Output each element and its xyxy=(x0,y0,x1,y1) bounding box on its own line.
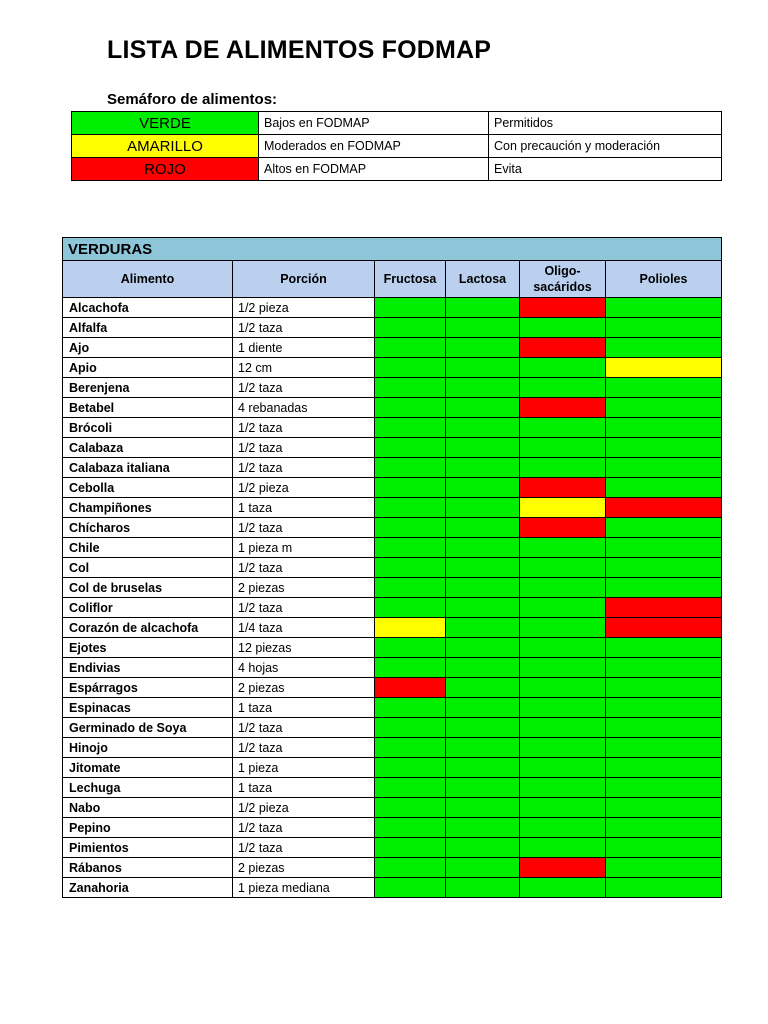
level-cell-lactosa xyxy=(446,558,520,578)
level-cell-lactosa xyxy=(446,518,520,538)
level-cell-oligosacaridos xyxy=(520,718,606,738)
level-cell-oligosacaridos xyxy=(520,498,606,518)
level-cell-lactosa xyxy=(446,598,520,618)
level-cell-polioles xyxy=(606,578,722,598)
level-cell-lactosa xyxy=(446,698,520,718)
table-row xyxy=(63,698,722,718)
level-cell-oligosacaridos xyxy=(520,558,606,578)
table-row xyxy=(63,838,722,858)
food-name: Col xyxy=(63,558,233,578)
food-name: Corazón de alcachofa xyxy=(63,618,233,638)
table-row xyxy=(63,438,722,458)
level-cell-oligosacaridos xyxy=(520,538,606,558)
level-cell-lactosa xyxy=(446,658,520,678)
portion: 1 pieza mediana xyxy=(233,878,375,898)
food-name: Ajo xyxy=(63,338,233,358)
table-row xyxy=(63,398,722,418)
level-cell-oligosacaridos xyxy=(520,858,606,878)
level-cell-lactosa xyxy=(446,838,520,858)
level-cell-fructosa xyxy=(375,838,446,858)
food-name: Berenjena xyxy=(63,378,233,398)
level-cell-polioles xyxy=(606,558,722,578)
level-cell-lactosa xyxy=(446,458,520,478)
table-row xyxy=(63,298,722,318)
level-cell-oligosacaridos xyxy=(520,618,606,638)
level-cell-oligosacaridos xyxy=(520,418,606,438)
level-cell-fructosa xyxy=(375,458,446,478)
level-cell-polioles xyxy=(606,618,722,638)
legend-swatch-red: ROJO xyxy=(72,158,259,181)
portion: 2 piezas xyxy=(233,578,375,598)
table-row xyxy=(63,638,722,658)
level-cell-lactosa xyxy=(446,858,520,878)
level-cell-oligosacaridos xyxy=(520,758,606,778)
level-cell-fructosa xyxy=(375,878,446,898)
food-name: Nabo xyxy=(63,798,233,818)
portion: 2 piezas xyxy=(233,678,375,698)
food-name: Germinado de Soya xyxy=(63,718,233,738)
food-name: Hinojo xyxy=(63,738,233,758)
level-cell-fructosa xyxy=(375,498,446,518)
level-cell-oligosacaridos xyxy=(520,458,606,478)
level-cell-lactosa xyxy=(446,738,520,758)
portion: 12 cm xyxy=(233,358,375,378)
level-cell-oligosacaridos xyxy=(520,378,606,398)
legend-row xyxy=(72,112,722,135)
level-cell-oligosacaridos xyxy=(520,598,606,618)
food-name: Apio xyxy=(63,358,233,378)
level-cell-fructosa xyxy=(375,638,446,658)
level-cell-lactosa xyxy=(446,818,520,838)
portion: 1/2 taza xyxy=(233,418,375,438)
level-cell-oligosacaridos xyxy=(520,778,606,798)
level-cell-fructosa xyxy=(375,438,446,458)
level-cell-lactosa xyxy=(446,438,520,458)
legend-swatch-green: VERDE xyxy=(72,112,259,135)
header-alimento: Alimento xyxy=(63,261,233,298)
portion: 1/2 taza xyxy=(233,838,375,858)
legend-description: Altos en FODMAP xyxy=(259,158,489,181)
portion: 1/2 taza xyxy=(233,318,375,338)
level-cell-polioles xyxy=(606,318,722,338)
level-cell-polioles xyxy=(606,838,722,858)
level-cell-fructosa xyxy=(375,518,446,538)
level-cell-polioles xyxy=(606,638,722,658)
level-cell-fructosa xyxy=(375,298,446,318)
header-fructosa: Fructosa xyxy=(375,261,446,298)
food-name: Pepino xyxy=(63,818,233,838)
portion: 1/2 taza xyxy=(233,598,375,618)
header-lactosa: Lactosa xyxy=(446,261,520,298)
food-name: Calabaza italiana xyxy=(63,458,233,478)
food-name: Jitomate xyxy=(63,758,233,778)
food-name: Espárragos xyxy=(63,678,233,698)
portion: 1 diente xyxy=(233,338,375,358)
level-cell-fructosa xyxy=(375,778,446,798)
level-cell-oligosacaridos xyxy=(520,338,606,358)
table-row xyxy=(63,358,722,378)
legend-title: Semáforo de alimentos: xyxy=(107,91,278,108)
portion: 1/2 taza xyxy=(233,738,375,758)
table-row xyxy=(63,858,722,878)
level-cell-lactosa xyxy=(446,578,520,598)
level-cell-fructosa xyxy=(375,578,446,598)
food-name: Pimientos xyxy=(63,838,233,858)
level-cell-fructosa xyxy=(375,338,446,358)
food-name: Alfalfa xyxy=(63,318,233,338)
portion: 1 taza xyxy=(233,498,375,518)
level-cell-oligosacaridos xyxy=(520,818,606,838)
portion: 4 hojas xyxy=(233,658,375,678)
portion: 1/2 taza xyxy=(233,718,375,738)
level-cell-fructosa xyxy=(375,698,446,718)
table-row xyxy=(63,678,722,698)
portion: 1 taza xyxy=(233,698,375,718)
section-row xyxy=(63,238,722,261)
table-row xyxy=(63,318,722,338)
level-cell-lactosa xyxy=(446,718,520,738)
page-title: LISTA DE ALIMENTOS FODMAP xyxy=(107,36,492,64)
level-cell-polioles xyxy=(606,518,722,538)
level-cell-fructosa xyxy=(375,818,446,838)
table-row xyxy=(63,798,722,818)
level-cell-fructosa xyxy=(375,618,446,638)
level-cell-polioles xyxy=(606,698,722,718)
portion: 1/4 taza xyxy=(233,618,375,638)
level-cell-oligosacaridos xyxy=(520,398,606,418)
level-cell-polioles xyxy=(606,738,722,758)
level-cell-polioles xyxy=(606,818,722,838)
level-cell-lactosa xyxy=(446,498,520,518)
table-row xyxy=(63,618,722,638)
table-row xyxy=(63,518,722,538)
level-cell-fructosa xyxy=(375,718,446,738)
level-cell-lactosa xyxy=(446,878,520,898)
food-name: Rábanos xyxy=(63,858,233,878)
table-row xyxy=(63,738,722,758)
level-cell-oligosacaridos xyxy=(520,518,606,538)
level-cell-polioles xyxy=(606,538,722,558)
level-cell-lactosa xyxy=(446,298,520,318)
level-cell-lactosa xyxy=(446,338,520,358)
table-row xyxy=(63,498,722,518)
table-row xyxy=(63,778,722,798)
legend-description: Moderados en FODMAP xyxy=(259,135,489,158)
level-cell-polioles xyxy=(606,378,722,398)
table-row xyxy=(63,338,722,358)
level-cell-oligosacaridos xyxy=(520,578,606,598)
level-cell-lactosa xyxy=(446,418,520,438)
level-cell-fructosa xyxy=(375,798,446,818)
level-cell-oligosacaridos xyxy=(520,638,606,658)
level-cell-oligosacaridos xyxy=(520,738,606,758)
level-cell-polioles xyxy=(606,458,722,478)
fodmap-table xyxy=(62,237,722,898)
portion: 2 piezas xyxy=(233,858,375,878)
table-row xyxy=(63,378,722,398)
level-cell-lactosa xyxy=(446,618,520,638)
portion: 1/2 pieza xyxy=(233,298,375,318)
portion: 1/2 pieza xyxy=(233,478,375,498)
level-cell-oligosacaridos xyxy=(520,318,606,338)
food-name: Coliflor xyxy=(63,598,233,618)
level-cell-lactosa xyxy=(446,538,520,558)
level-cell-polioles xyxy=(606,658,722,678)
portion: 1 taza xyxy=(233,778,375,798)
portion: 1/2 taza xyxy=(233,558,375,578)
level-cell-fructosa xyxy=(375,738,446,758)
level-cell-fructosa xyxy=(375,418,446,438)
level-cell-polioles xyxy=(606,338,722,358)
food-name: Espinacas xyxy=(63,698,233,718)
level-cell-fructosa xyxy=(375,758,446,778)
table-row xyxy=(63,558,722,578)
level-cell-polioles xyxy=(606,878,722,898)
level-cell-fructosa xyxy=(375,598,446,618)
food-name: Brócoli xyxy=(63,418,233,438)
table-row xyxy=(63,478,722,498)
portion: 1/2 pieza xyxy=(233,798,375,818)
legend-action: Permitidos xyxy=(489,112,722,135)
header-oligosacaridos: Oligo- sacáridos xyxy=(520,261,606,298)
level-cell-polioles xyxy=(606,758,722,778)
header-row xyxy=(63,261,722,298)
table-row xyxy=(63,758,722,778)
table-row xyxy=(63,418,722,438)
level-cell-fructosa xyxy=(375,478,446,498)
level-cell-polioles xyxy=(606,298,722,318)
level-cell-polioles xyxy=(606,398,722,418)
level-cell-polioles xyxy=(606,718,722,738)
header-polioles: Polioles xyxy=(606,261,722,298)
legend-action: Evita xyxy=(489,158,722,181)
food-name: Calabaza xyxy=(63,438,233,458)
level-cell-oligosacaridos xyxy=(520,698,606,718)
food-name: Endivias xyxy=(63,658,233,678)
level-cell-polioles xyxy=(606,478,722,498)
level-cell-polioles xyxy=(606,798,722,818)
level-cell-oligosacaridos xyxy=(520,298,606,318)
level-cell-lactosa xyxy=(446,378,520,398)
portion: 1/2 taza xyxy=(233,438,375,458)
level-cell-fructosa xyxy=(375,378,446,398)
level-cell-fructosa xyxy=(375,538,446,558)
level-cell-polioles xyxy=(606,858,722,878)
level-cell-oligosacaridos xyxy=(520,478,606,498)
level-cell-lactosa xyxy=(446,798,520,818)
level-cell-fructosa xyxy=(375,858,446,878)
portion: 1/2 taza xyxy=(233,378,375,398)
portion: 1 pieza xyxy=(233,758,375,778)
table-row xyxy=(63,718,722,738)
traffic-light-legend xyxy=(71,111,722,181)
level-cell-polioles xyxy=(606,778,722,798)
food-name: Lechuga xyxy=(63,778,233,798)
level-cell-polioles xyxy=(606,358,722,378)
food-name: Chícharos xyxy=(63,518,233,538)
portion: 1/2 taza xyxy=(233,518,375,538)
legend-row xyxy=(72,158,722,181)
level-cell-polioles xyxy=(606,418,722,438)
table-row xyxy=(63,598,722,618)
level-cell-oligosacaridos xyxy=(520,678,606,698)
food-name: Betabel xyxy=(63,398,233,418)
legend-row xyxy=(72,135,722,158)
level-cell-fructosa xyxy=(375,658,446,678)
food-name: Col de bruselas xyxy=(63,578,233,598)
level-cell-fructosa xyxy=(375,398,446,418)
level-cell-oligosacaridos xyxy=(520,798,606,818)
level-cell-oligosacaridos xyxy=(520,658,606,678)
table-row xyxy=(63,458,722,478)
level-cell-fructosa xyxy=(375,358,446,378)
section-title: VERDURAS xyxy=(63,238,722,261)
food-name: Champiñones xyxy=(63,498,233,518)
level-cell-polioles xyxy=(606,598,722,618)
level-cell-lactosa xyxy=(446,678,520,698)
level-cell-lactosa xyxy=(446,358,520,378)
level-cell-lactosa xyxy=(446,758,520,778)
level-cell-fructosa xyxy=(375,558,446,578)
food-name: Ejotes xyxy=(63,638,233,658)
portion: 4 rebanadas xyxy=(233,398,375,418)
legend-description: Bajos en FODMAP xyxy=(259,112,489,135)
level-cell-oligosacaridos xyxy=(520,838,606,858)
level-cell-oligosacaridos xyxy=(520,358,606,378)
portion: 1/2 taza xyxy=(233,458,375,478)
legend-action: Con precaución y moderación xyxy=(489,135,722,158)
level-cell-lactosa xyxy=(446,478,520,498)
header-porcion: Porción xyxy=(233,261,375,298)
portion: 12 piezas xyxy=(233,638,375,658)
level-cell-polioles xyxy=(606,498,722,518)
level-cell-lactosa xyxy=(446,638,520,658)
level-cell-polioles xyxy=(606,438,722,458)
level-cell-lactosa xyxy=(446,778,520,798)
table-row xyxy=(63,538,722,558)
food-name: Chile xyxy=(63,538,233,558)
food-name: Cebolla xyxy=(63,478,233,498)
food-name: Zanahoria xyxy=(63,878,233,898)
food-name: Alcachofa xyxy=(63,298,233,318)
level-cell-fructosa xyxy=(375,318,446,338)
level-cell-oligosacaridos xyxy=(520,438,606,458)
level-cell-oligosacaridos xyxy=(520,878,606,898)
table-row xyxy=(63,578,722,598)
table-row xyxy=(63,818,722,838)
table-row xyxy=(63,878,722,898)
portion: 1/2 taza xyxy=(233,818,375,838)
table-row xyxy=(63,658,722,678)
portion: 1 pieza m xyxy=(233,538,375,558)
legend-swatch-yellow: AMARILLO xyxy=(72,135,259,158)
level-cell-polioles xyxy=(606,678,722,698)
level-cell-fructosa xyxy=(375,678,446,698)
level-cell-lactosa xyxy=(446,398,520,418)
level-cell-lactosa xyxy=(446,318,520,338)
